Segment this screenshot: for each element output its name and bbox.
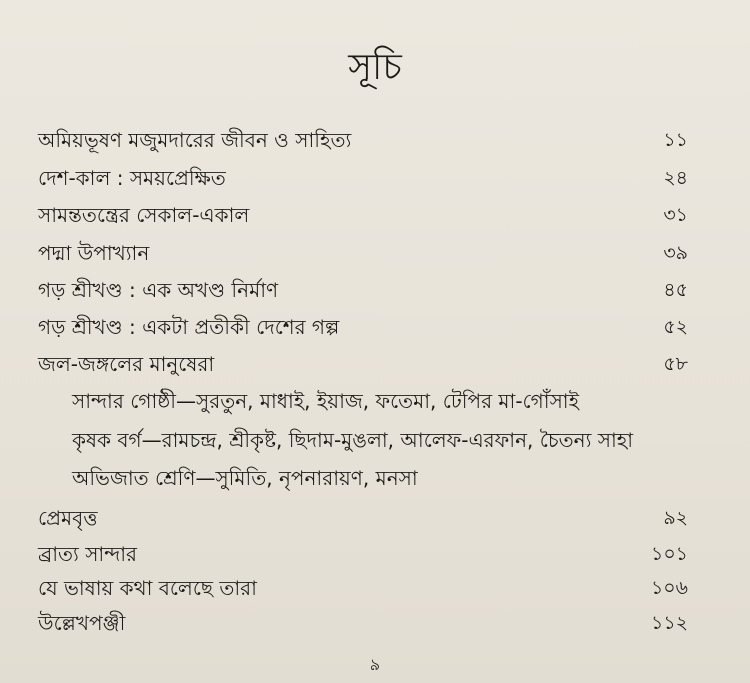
toc-entry-title: দেশ-কাল : সময়প্রেক্ষিত xyxy=(38,166,226,190)
toc-entry-page: ৯২ xyxy=(663,507,688,529)
toc-entry-page: ১১২ xyxy=(650,612,688,634)
toc-entry xyxy=(38,537,688,571)
toc-entry-page: ৩৯ xyxy=(663,242,688,264)
toc-entry-title: পদ্মা উপাখ্যান xyxy=(38,241,150,265)
toc-subentry xyxy=(72,423,692,457)
toc-entry xyxy=(38,606,688,640)
toc-entry xyxy=(38,310,688,344)
toc-entry-page: ৫২ xyxy=(663,316,688,338)
toc-entry-title: সামন্ততন্ত্রের সেকাল-একাল xyxy=(38,203,250,227)
toc-entry-page: ১০১ xyxy=(650,543,688,565)
toc-entry-page: ৩১ xyxy=(663,204,688,226)
toc-entry xyxy=(38,161,688,195)
toc-entry-title: যে ভাষায় কথা বলেছে তারা xyxy=(38,576,257,600)
toc-entry-page: ১১ xyxy=(663,129,688,151)
toc-entry-title: ব্রাত্য সান্দার xyxy=(38,542,138,566)
toc-entry xyxy=(38,198,688,232)
toc-entry-title: প্রেমবৃত্ত xyxy=(38,506,98,530)
toc-entry-title: গড় শ্রীখণ্ড : একটা প্রতীকী দেশের গল্প xyxy=(38,315,340,339)
toc-subentry-text: অভিজাত শ্রেণি—সুমিতি, নৃপনারায়ণ, মনসা xyxy=(72,466,418,490)
toc-subentry xyxy=(72,384,692,418)
toc-entry-page: ১০৬ xyxy=(650,577,688,599)
toc-entry xyxy=(38,501,688,535)
toc-entry-page: ৫৮ xyxy=(663,353,688,375)
toc-entry xyxy=(38,273,688,307)
toc-entry-title: উল্লেখপঞ্জী xyxy=(38,611,126,635)
page-title: সূচি xyxy=(348,47,402,88)
page-number: ৯ xyxy=(369,655,381,674)
toc-entry xyxy=(38,236,688,270)
toc-subentry-text: সান্দার গোষ্ঠী—সুরতুন, মাধাই, ইয়াজ, ফতেমা, টেপির মা-গোঁসাই xyxy=(72,389,579,413)
toc-subentry-text: কৃষক বর্গ—রামচন্দ্র, শ্রীকৃষ্ট, ছিদাম-মুঙলা, আলেফ-এরফান, চৈতন্য সাহা xyxy=(72,428,634,452)
toc-subentry xyxy=(72,461,692,495)
toc-entry-page: ২৪ xyxy=(663,167,688,189)
toc-entry-title: গড় শ্রীখণ্ড : এক অখণ্ড নির্মাণ xyxy=(38,278,279,302)
toc-entry-title: জল-জঙ্গলের মানুষেরা xyxy=(38,352,215,376)
toc-entry xyxy=(38,123,688,157)
toc-entry xyxy=(38,347,688,381)
toc-entry-title: অমিয়ভূষণ মজুমদারের জীবন ও সাহিত্য xyxy=(38,128,352,152)
toc-entry-page: ৪৫ xyxy=(663,279,688,301)
toc-entry xyxy=(38,571,688,605)
